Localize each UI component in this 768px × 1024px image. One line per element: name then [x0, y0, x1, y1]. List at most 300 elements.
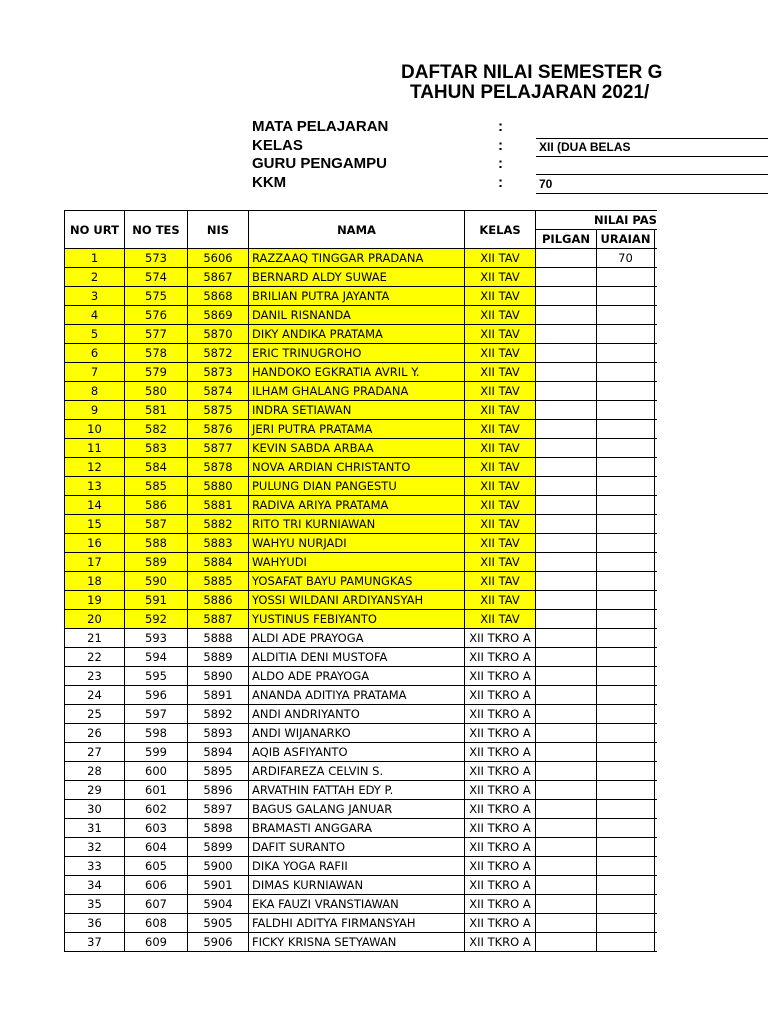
row-pilgan	[536, 857, 597, 876]
row-no-urt: 20	[65, 610, 125, 629]
row-nama: RITO TRI KURNIAWAN	[249, 515, 465, 534]
row-pilgan	[536, 933, 597, 952]
row-no-urt: 15	[65, 515, 125, 534]
table-row	[65, 895, 715, 914]
row-no-tes: 586	[125, 496, 188, 515]
row-no-tes: 582	[125, 420, 188, 439]
row-nama: ALDI ADE PRAYOGA	[249, 629, 465, 648]
row-kelas: XII TAV	[465, 287, 536, 306]
page-clip-edge	[657, 205, 768, 965]
header-nama: NAMA	[249, 211, 465, 249]
row-nama: FALDHI ADITYA FIRMANSYAH	[249, 914, 465, 933]
row-nis: 5872	[188, 344, 249, 363]
row-nama: YUSTINUS FEBIYANTO	[249, 610, 465, 629]
row-kelas: XII TAV	[465, 553, 536, 572]
row-nis: 5901	[188, 876, 249, 895]
table-row	[65, 515, 715, 534]
row-no-tes: 595	[125, 667, 188, 686]
table-row	[65, 781, 715, 800]
row-nis: 5904	[188, 895, 249, 914]
row-no-urt: 1	[65, 249, 125, 268]
row-kelas: XII TKRO A	[465, 800, 536, 819]
row-pilgan	[536, 401, 597, 420]
row-kelas: XII TAV	[465, 534, 536, 553]
row-nama: ANDI ANDRIYANTO	[249, 705, 465, 724]
row-pilgan	[536, 420, 597, 439]
row-kelas: XII TKRO A	[465, 629, 536, 648]
row-nis: 5898	[188, 819, 249, 838]
row-nama: NOVA ARDIAN CHRISTANTO	[249, 458, 465, 477]
table-row	[65, 724, 715, 743]
row-uraian	[597, 724, 655, 743]
table-row	[65, 249, 715, 268]
row-nama: DIKA YOGA RAFII	[249, 857, 465, 876]
row-pilgan	[536, 743, 597, 762]
row-nama: ARVATHIN FATTAH EDY P.	[249, 781, 465, 800]
row-uraian	[597, 344, 655, 363]
row-nama: DIMAS KURNIAWAN	[249, 876, 465, 895]
row-nis: 5905	[188, 914, 249, 933]
table-row	[65, 553, 715, 572]
row-nama: YOSAFAT BAYU PAMUNGKAS	[249, 572, 465, 591]
row-kelas: XII TKRO A	[465, 876, 536, 895]
row-nama: FICKY KRISNA SETYAWAN	[249, 933, 465, 952]
row-pilgan	[536, 553, 597, 572]
table-row	[65, 401, 715, 420]
row-kelas: XII TAV	[465, 458, 536, 477]
row-uraian	[597, 382, 655, 401]
row-no-urt: 24	[65, 686, 125, 705]
row-pilgan	[536, 895, 597, 914]
row-no-tes: 596	[125, 686, 188, 705]
row-uraian	[597, 743, 655, 762]
row-uraian	[597, 420, 655, 439]
table-row	[65, 306, 715, 325]
row-nis: 5883	[188, 534, 249, 553]
table-row	[65, 800, 715, 819]
table-row	[65, 914, 715, 933]
row-no-tes: 580	[125, 382, 188, 401]
row-kelas: XII TKRO A	[465, 895, 536, 914]
row-no-tes: 584	[125, 458, 188, 477]
table-row	[65, 268, 715, 287]
table-row	[65, 933, 715, 952]
row-no-urt: 36	[65, 914, 125, 933]
row-kelas: XII TKRO A	[465, 914, 536, 933]
row-no-tes: 588	[125, 534, 188, 553]
header-no-tes: NO TES	[125, 211, 188, 249]
row-kelas: XII TAV	[465, 306, 536, 325]
row-pilgan	[536, 344, 597, 363]
table-row	[65, 819, 715, 838]
guru-pengampu-colon: :	[498, 155, 503, 172]
row-uraian	[597, 686, 655, 705]
row-uraian	[597, 363, 655, 382]
row-kelas: XII TAV	[465, 325, 536, 344]
table-row	[65, 420, 715, 439]
row-kelas: XII TAV	[465, 591, 536, 610]
table-row	[65, 439, 715, 458]
table-row	[65, 287, 715, 306]
table-row	[65, 363, 715, 382]
row-pilgan	[536, 287, 597, 306]
kelas-colon: :	[498, 137, 503, 154]
row-kelas: XII TKRO A	[465, 762, 536, 781]
row-no-urt: 16	[65, 534, 125, 553]
table-row	[65, 534, 715, 553]
row-pilgan	[536, 363, 597, 382]
row-nis: 5870	[188, 325, 249, 344]
row-uraian	[597, 610, 655, 629]
row-kelas: XII TKRO A	[465, 838, 536, 857]
row-no-tes: 574	[125, 268, 188, 287]
row-kelas: XII TKRO A	[465, 667, 536, 686]
row-uraian	[597, 762, 655, 781]
row-kelas: XII TKRO A	[465, 648, 536, 667]
row-no-urt: 21	[65, 629, 125, 648]
row-no-urt: 14	[65, 496, 125, 515]
header-pilgan: PILGAN	[536, 230, 597, 249]
table-row	[65, 667, 715, 686]
row-no-urt: 10	[65, 420, 125, 439]
kkm-label: KKM	[252, 174, 287, 191]
row-kelas: XII TAV	[465, 268, 536, 287]
row-kelas: XII TAV	[465, 363, 536, 382]
row-no-tes: 608	[125, 914, 188, 933]
row-no-tes: 577	[125, 325, 188, 344]
row-kelas: XII TAV	[465, 572, 536, 591]
row-nis: 5884	[188, 553, 249, 572]
row-kelas: XII TKRO A	[465, 743, 536, 762]
row-no-tes: 607	[125, 895, 188, 914]
row-no-tes: 576	[125, 306, 188, 325]
kkm-colon: :	[498, 174, 503, 191]
row-no-urt: 34	[65, 876, 125, 895]
row-nama: DIKY ANDIKA PRATAMA	[249, 325, 465, 344]
row-kelas: XII TKRO A	[465, 819, 536, 838]
row-kelas: XII TAV	[465, 496, 536, 515]
row-kelas: XII TKRO A	[465, 781, 536, 800]
row-kelas: XII TKRO A	[465, 724, 536, 743]
row-no-tes: 605	[125, 857, 188, 876]
document-title-line1: DAFTAR NILAI SEMESTER G	[401, 62, 663, 83]
row-kelas: XII TKRO A	[465, 705, 536, 724]
row-uraian	[597, 287, 655, 306]
row-no-urt: 13	[65, 477, 125, 496]
row-nis: 5899	[188, 838, 249, 857]
row-pilgan	[536, 876, 597, 895]
row-nis: 5897	[188, 800, 249, 819]
table-row	[65, 686, 715, 705]
row-nama: INDRA SETIAWAN	[249, 401, 465, 420]
row-nama: BRAMASTI ANGGARA	[249, 819, 465, 838]
row-kelas: XII TAV	[465, 401, 536, 420]
row-uraian: 70	[597, 249, 655, 268]
row-nama: AQIB ASFIYANTO	[249, 743, 465, 762]
row-no-urt: 2	[65, 268, 125, 287]
row-nis: 5868	[188, 287, 249, 306]
row-no-tes: 606	[125, 876, 188, 895]
row-pilgan	[536, 515, 597, 534]
table-row	[65, 591, 715, 610]
row-pilgan	[536, 648, 597, 667]
row-no-urt: 5	[65, 325, 125, 344]
guru-underline	[536, 174, 768, 175]
row-no-urt: 26	[65, 724, 125, 743]
table-row	[65, 382, 715, 401]
row-no-tes: 585	[125, 477, 188, 496]
row-no-tes: 600	[125, 762, 188, 781]
row-no-tes: 581	[125, 401, 188, 420]
row-no-urt: 25	[65, 705, 125, 724]
row-no-urt: 22	[65, 648, 125, 667]
table-row	[65, 857, 715, 876]
row-no-tes: 583	[125, 439, 188, 458]
table-row	[65, 458, 715, 477]
row-nama: HANDOKO EGKRATIA AVRIL Y.	[249, 363, 465, 382]
row-nis: 5895	[188, 762, 249, 781]
row-no-tes: 579	[125, 363, 188, 382]
row-kelas: XII TAV	[465, 344, 536, 363]
header-nis: NIS	[188, 211, 249, 249]
row-nama: ALDITIA DENI MUSTOFA	[249, 648, 465, 667]
table-row	[65, 572, 715, 591]
row-no-urt: 9	[65, 401, 125, 420]
table-row	[65, 477, 715, 496]
row-nama: JERI PUTRA PRATAMA	[249, 420, 465, 439]
row-uraian	[597, 857, 655, 876]
row-kelas: XII TKRO A	[465, 933, 536, 952]
row-uraian	[597, 819, 655, 838]
row-uraian	[597, 306, 655, 325]
row-uraian	[597, 933, 655, 952]
mata-pelajaran-colon: :	[498, 118, 503, 135]
row-pilgan	[536, 667, 597, 686]
row-pilgan	[536, 686, 597, 705]
row-nama: DAFIT SURANTO	[249, 838, 465, 857]
row-pilgan	[536, 724, 597, 743]
row-no-tes: 575	[125, 287, 188, 306]
row-nis: 5876	[188, 420, 249, 439]
row-no-urt: 37	[65, 933, 125, 952]
row-uraian	[597, 648, 655, 667]
row-no-tes: 599	[125, 743, 188, 762]
header-no-urt: NO URT	[65, 211, 125, 249]
grades-table	[64, 210, 715, 952]
row-pilgan	[536, 306, 597, 325]
kkm-underline	[536, 193, 768, 194]
row-nis: 5877	[188, 439, 249, 458]
row-nis: 5873	[188, 363, 249, 382]
row-uraian	[597, 553, 655, 572]
row-uraian	[597, 496, 655, 515]
row-no-urt: 12	[65, 458, 125, 477]
table-row	[65, 496, 715, 515]
row-nama: ANANDA ADITIYA PRATAMA	[249, 686, 465, 705]
row-pilgan	[536, 458, 597, 477]
header-nilai-pas: NILAI PAS	[536, 211, 715, 230]
row-kelas: XII TAV	[465, 439, 536, 458]
row-pilgan	[536, 610, 597, 629]
row-no-tes: 589	[125, 553, 188, 572]
row-no-urt: 32	[65, 838, 125, 857]
row-nama: WAHYUDI	[249, 553, 465, 572]
row-no-tes: 601	[125, 781, 188, 800]
row-uraian	[597, 629, 655, 648]
row-pilgan	[536, 496, 597, 515]
header-uraian: URAIAN	[597, 230, 655, 249]
row-pilgan	[536, 591, 597, 610]
row-nis: 5874	[188, 382, 249, 401]
row-no-urt: 6	[65, 344, 125, 363]
row-uraian	[597, 876, 655, 895]
guru-pengampu-label: GURU PENGAMPU	[252, 155, 388, 172]
table-row	[65, 344, 715, 363]
row-pilgan	[536, 762, 597, 781]
row-uraian	[597, 325, 655, 344]
row-no-urt: 29	[65, 781, 125, 800]
row-pilgan	[536, 800, 597, 819]
row-no-tes: 591	[125, 591, 188, 610]
table-row	[65, 648, 715, 667]
row-nama: BAGUS GALANG JANUAR	[249, 800, 465, 819]
row-nama: YOSSI WILDANI ARDIYANSYAH	[249, 591, 465, 610]
row-uraian	[597, 439, 655, 458]
row-no-tes: 598	[125, 724, 188, 743]
header-kelas: KELAS	[465, 211, 536, 249]
row-no-tes: 592	[125, 610, 188, 629]
row-nama: WAHYU NURJADI	[249, 534, 465, 553]
row-nama: ANDI WIJANARKO	[249, 724, 465, 743]
table-row	[65, 629, 715, 648]
row-uraian	[597, 268, 655, 287]
row-nis: 5885	[188, 572, 249, 591]
row-uraian	[597, 572, 655, 591]
row-nama: ERIC TRINUGROHO	[249, 344, 465, 363]
row-kelas: XII TKRO A	[465, 857, 536, 876]
row-pilgan	[536, 819, 597, 838]
row-no-tes: 587	[125, 515, 188, 534]
row-kelas: XII TAV	[465, 515, 536, 534]
row-nis: 5894	[188, 743, 249, 762]
row-no-tes: 603	[125, 819, 188, 838]
row-nama: BERNARD ALDY SUWAE	[249, 268, 465, 287]
row-pilgan	[536, 914, 597, 933]
row-no-tes: 597	[125, 705, 188, 724]
row-no-urt: 31	[65, 819, 125, 838]
row-nis: 5900	[188, 857, 249, 876]
row-no-urt: 27	[65, 743, 125, 762]
row-kelas: XII TAV	[465, 420, 536, 439]
row-nama: DANIL RISNANDA	[249, 306, 465, 325]
row-no-tes: 594	[125, 648, 188, 667]
row-nis: 5878	[188, 458, 249, 477]
kelas-label: KELAS	[252, 137, 303, 154]
table-row	[65, 743, 715, 762]
table-row	[65, 876, 715, 895]
row-nama: PULUNG DIAN PANGESTU	[249, 477, 465, 496]
table-row	[65, 325, 715, 344]
row-nis: 5886	[188, 591, 249, 610]
row-pilgan	[536, 838, 597, 857]
row-no-urt: 35	[65, 895, 125, 914]
row-no-urt: 11	[65, 439, 125, 458]
row-nama: KEVIN SABDA ARBAA	[249, 439, 465, 458]
row-no-urt: 4	[65, 306, 125, 325]
row-no-urt: 7	[65, 363, 125, 382]
row-nama: RAZZAAQ TINGGAR PRADANA	[249, 249, 465, 268]
row-nis: 5606	[188, 249, 249, 268]
row-uraian	[597, 895, 655, 914]
document-title-line2: TAHUN PELAJARAN 2021/	[410, 82, 650, 103]
row-no-tes: 578	[125, 344, 188, 363]
row-nis: 5880	[188, 477, 249, 496]
row-no-tes: 602	[125, 800, 188, 819]
row-nis: 5906	[188, 933, 249, 952]
row-no-urt: 19	[65, 591, 125, 610]
row-kelas: XII TKRO A	[465, 686, 536, 705]
table-row	[65, 705, 715, 724]
row-no-urt: 17	[65, 553, 125, 572]
row-uraian	[597, 534, 655, 553]
row-nis: 5888	[188, 629, 249, 648]
row-no-urt: 23	[65, 667, 125, 686]
row-nama: ALDO ADE PRAYOGA	[249, 667, 465, 686]
mata-pelajaran-label: MATA PELAJARAN	[252, 118, 389, 135]
row-no-tes: 593	[125, 629, 188, 648]
row-nis: 5896	[188, 781, 249, 800]
row-nis: 5875	[188, 401, 249, 420]
row-uraian	[597, 667, 655, 686]
row-kelas: XII TAV	[465, 610, 536, 629]
row-nis: 5867	[188, 268, 249, 287]
table-row	[65, 762, 715, 781]
row-pilgan	[536, 534, 597, 553]
row-nama: BRILIAN PUTRA JAYANTA	[249, 287, 465, 306]
row-uraian	[597, 458, 655, 477]
kelas-underline	[536, 156, 768, 157]
row-nis: 5891	[188, 686, 249, 705]
row-pilgan	[536, 477, 597, 496]
row-kelas: XII TAV	[465, 382, 536, 401]
row-pilgan	[536, 629, 597, 648]
row-pilgan	[536, 781, 597, 800]
row-uraian	[597, 914, 655, 933]
row-no-urt: 18	[65, 572, 125, 591]
row-uraian	[597, 781, 655, 800]
row-pilgan	[536, 325, 597, 344]
row-uraian	[597, 401, 655, 420]
row-pilgan	[536, 439, 597, 458]
row-nis: 5881	[188, 496, 249, 515]
row-uraian	[597, 838, 655, 857]
table-row	[65, 610, 715, 629]
row-nis: 5890	[188, 667, 249, 686]
row-nama: RADIVA ARIYA PRATAMA	[249, 496, 465, 515]
row-nama: ARDIFAREZA CELVIN S.	[249, 762, 465, 781]
row-nis: 5869	[188, 306, 249, 325]
row-pilgan	[536, 382, 597, 401]
row-pilgan	[536, 572, 597, 591]
kelas-value: XII (DUA BELAS	[539, 140, 631, 154]
kkm-value: 70	[539, 177, 553, 191]
row-pilgan	[536, 249, 597, 268]
row-no-tes: 604	[125, 838, 188, 857]
row-no-urt: 30	[65, 800, 125, 819]
row-nama: EKA FAUZI VRANSTIAWAN	[249, 895, 465, 914]
row-no-tes: 573	[125, 249, 188, 268]
row-kelas: XII TAV	[465, 249, 536, 268]
